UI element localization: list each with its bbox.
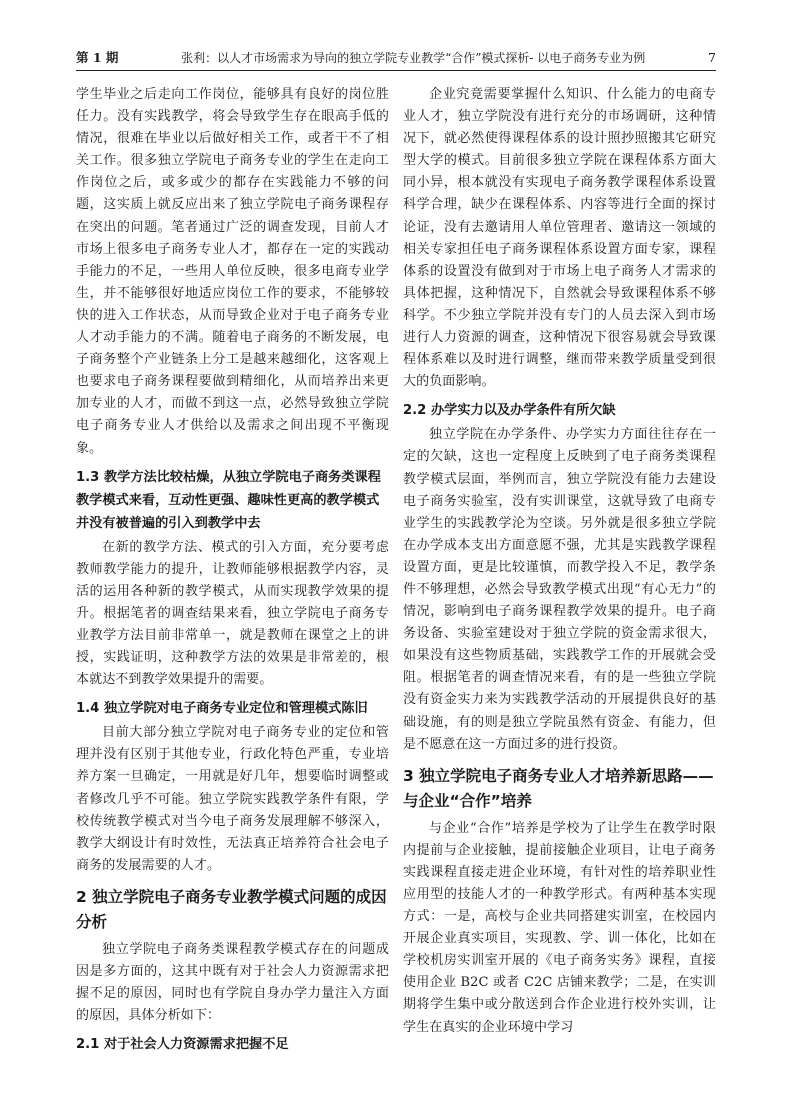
paragraph: 学生毕业之后走向工作岗位，能够具有良好的岗位胜任力。没有实践教学，将会导致学生存在眼高手低的情况，很难在毕业以后做好相关工作，或者干不了相关工作。很多独立学院电子商务专业的学生在走向工作岗位之后，或多或少的都存在实践能力不够的问题，这实质上就反应出来了独立学院电子商务课程存在突出的问题。笔者通过广泛的调查发现，目前人才市场上很多电子商务专业人才，都存在一定的实践动手能力的不足，一些用人单位反映，很多电商专业学生，并不能够很好地适应岗位工作的要求，不能够较快的进入工作状态，从而导致企业对于电子商务专业人才动手能力的不满。随着电子商务的不断发展，电子商务整个产业链条上分工是越来越细化，这客观上也要求电子商务课程要做到精细化，从而培养出来更加专业的人才，而做不到这一点，必然导致独立学院电子商务专业人才供给以及需求之间出现不平衡现象。: [76, 87, 389, 456]
running-title: 张利：以人才市场需求为导向的独立学院专业教学“合作”模式探析- 以电子商务专业为例: [181, 50, 646, 65]
right-column: [403, 84, 716, 1094]
paragraph: 企业究竟需要掌握什么知识、什么能力的电商专业人才，独立学院没有进行充分的市场调研，这种情况下，就必然使得课程体系的设计照抄照搬其它研究型大学的模式。目前很多独立学院在课程体系方面大同小异，根本就没有实现电子商务教学课程体系设置科学合理，缺少在课程体系、内容等进行全面的探讨论证，没有去邀请用人单位管理者、邀请这一领域的相关专家担任电子商务课程体系设置方面专家，课程体系的设置没有做到对于市场上电子商务人才需求的具体把握，这种情况下，自然就会导致课程体系不够科学。不少独立学院并没有专门的人员去深入到市场进行人力资源的调查，这种情况下很容易就会导致课程体系难以及时进行调整，继而带来教学质量受到很大的负面影响。: [403, 87, 716, 390]
paragraph: 与企业“合作”培养是学校为了让学生在教学时限内提前与企业接触，提前接触企业项目，让电子商务实践课程直接走进企业环境，有针对性的培养职业性应用型的技能人才的一种教学形式。有两种基本实现方式：一是，高校与企业共同搭建实训室，在校园内开展企业真实项目，实现教、学、训一体化，比如在学校机房实训室开展的《电子商务实务》课程，直接使用企业 B2C 或者 C2C 店铺来教学；二是，在实训期将学生集中或分散送到合作企业进行校外实训，让学生在真实的企业环境中学习: [403, 820, 716, 1035]
page-number: 7: [708, 49, 716, 65]
paragraph: 独立学院电子商务类课程教学模式存在的问题成因是多方面的，这其中既有对于社会人力资源需求把握不足的原因，同时也有学院自身办学力量注入方面的原因，具体分析如下：: [76, 941, 389, 1024]
paragraph: 独立学院在办学条件、办学实力方面往往存在一定的欠缺，这也一定程度上反映到了电子商务类课程教学模式层面，举例而言，独立学院没有能力去建设电子商务实验室，没有实训课堂，这就导致了电商专业学生的实践教学沦为空谈。另外就是很多独立学院在办学成本支出方面意愿不强，尤其是实践教学课程设置方面，更是比较谨慎，而教学投入不足，教学条件不够理想，必然会导致教学模式出现“有心无力”的情况，影响到电子商务课程教学效果的提升。电子商务设备、实验室建设对于独立学院的资金需求很大，如果没有这些物质基础，实践教学工作的开展就会受阻。根据笔者的调查情况来看，有的是一些独立学院没有资金实力来为实践教学活动的开展提供良好的基础设施，有的则是独立学院虽然有资金、有能力，但是不愿意在这一方面过多的进行投资。: [403, 427, 716, 752]
left-column: [76, 84, 389, 1094]
paragraph: 在新的教学方法、模式的引入方面，充分要考虑教师教学能力的提升，让教师能够根据教学内容，灵活的运用各种新的教学模式，从而实现教学效果的提升。根据笔者的调查结果来看，独立学院电子商务专业教学方法目前非常单一，就是教师在课堂之上的讲授，实践证明，这种教学方法的效果是非常差的，根本就达不到教学效果提升的需要。: [76, 539, 389, 688]
section-heading-3: 3 独立学院电子商务专业人才培养新思路——与企业“合作”培养: [403, 766, 714, 810]
section-heading-2: 2 独立学院电子商务专业教学模式问题的成因分析: [76, 887, 387, 931]
paragraph: 目前大部分独立学院对电子商务专业的定位和管理并没有区别于其他专业，行政化特色严重，专业培养方案一旦确定，一用就是好几年，想要临时调整或者修改几乎不可能。独立学院实践教学条件有限，学校传统教学模式对当今电子商务发展理解不够深入，教学大纲设计有时效性，无法真正培养符合社会电子商务的发展需要的人才。: [76, 725, 389, 873]
section-heading-1-4: 1.4 独立学院对电子商务专业定位和管理模式陈旧: [76, 701, 368, 717]
body-columns: [76, 84, 716, 1094]
issue-number: 第 1 期: [76, 50, 119, 65]
section-heading-1-3: 1.3 教学方法比较枯燥，从独立学院电子商务类课程教学模式来看，互动性更强、趣味性更高的教学模式并没有被普遍的引入到教学中去: [76, 469, 381, 531]
section-heading-2-2: 2.2 办学实力以及办学条件有所欠缺: [403, 403, 616, 419]
running-header: [76, 44, 716, 71]
section-heading-2-1: 2.1 对于社会人力资源需求把握不足: [76, 1037, 289, 1053]
